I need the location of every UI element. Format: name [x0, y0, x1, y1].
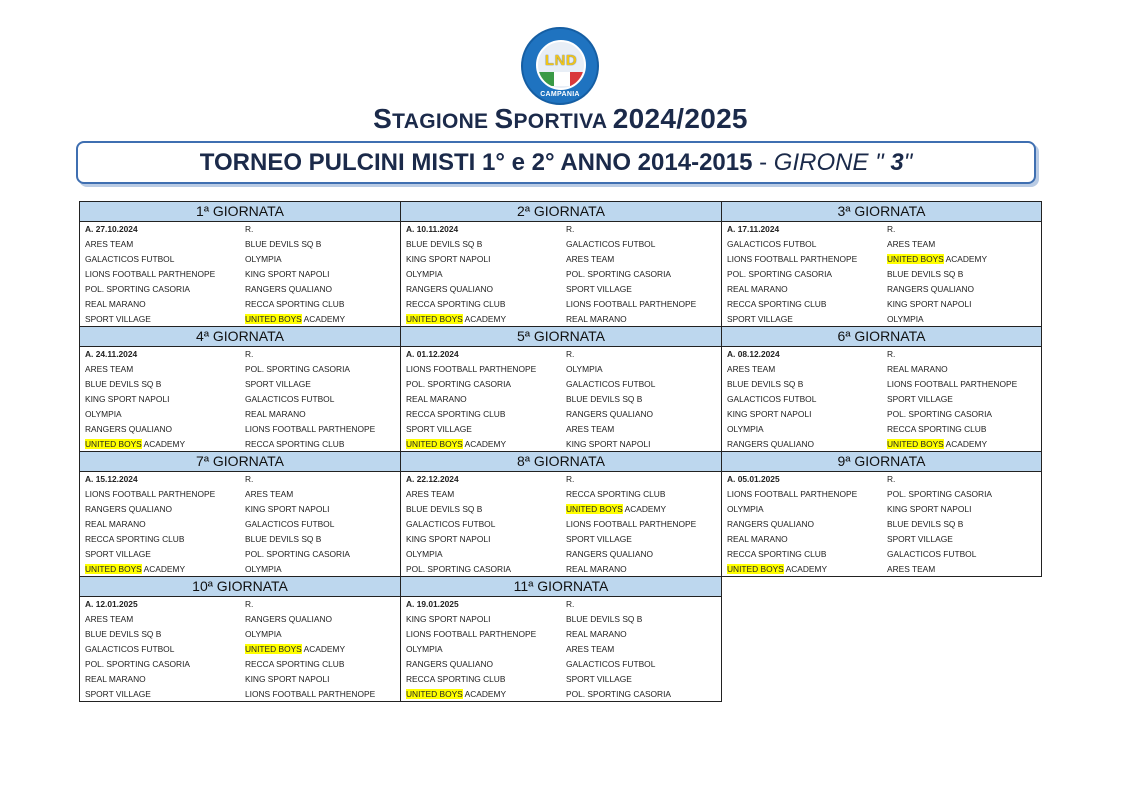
away-team: ARES TEAM [245, 489, 294, 499]
date-row [401, 222, 721, 237]
away-team: SPORT VILLAGE [566, 674, 632, 684]
home-team: ARES TEAM [727, 364, 776, 374]
home-team: BLUE DEVILS SQ B [406, 239, 483, 249]
date-row [722, 472, 1041, 487]
team-name-rest: ACADEMY [301, 314, 346, 324]
away-team: ARES TEAM [887, 239, 936, 249]
match-row [722, 237, 1041, 252]
away-team: BLUE DEVILS SQ B [566, 614, 643, 624]
match-row [401, 267, 721, 282]
andata-date: A. 27.10.2024 [85, 224, 138, 234]
match-row [401, 312, 721, 327]
andata-date: A. 12.01.2025 [85, 599, 138, 609]
andata-date: A. 10.11.2024 [406, 224, 459, 234]
match-row [80, 377, 400, 392]
home-team: POL. SPORTING CASORIA [727, 269, 833, 279]
girone-label: GIRONE " [773, 149, 884, 176]
home-team: RECCA SPORTING CLUB [406, 674, 506, 684]
ritorno-label: R. [566, 599, 575, 609]
match-row [80, 422, 400, 437]
team-highlight: UNITED BOYS [727, 564, 784, 574]
season-title [0, 103, 1121, 135]
away-team: POL. SPORTING CASORIA [566, 689, 672, 699]
logo-flag-white [554, 72, 570, 86]
ritorno-label: R. [566, 224, 575, 234]
andata-date: A. 19.01.2025 [406, 599, 459, 609]
giornata-block [79, 576, 401, 702]
home-team: GALACTICOS FUTBOL [727, 239, 817, 249]
match-row [722, 517, 1041, 532]
home-team: POL. SPORTING CASORIA [85, 284, 191, 294]
team-name-highlighted [80, 562, 245, 577]
team-name-rest: ACADEMY [301, 644, 346, 654]
team-highlight: UNITED BOYS [85, 564, 142, 574]
match-row [80, 267, 400, 282]
giornata-block [721, 326, 1042, 452]
girone-close-quote: " [903, 149, 913, 176]
logo-emblem [536, 40, 586, 90]
away-team: OLYMPIA [245, 564, 282, 574]
match-row [80, 312, 400, 327]
match-row [80, 237, 400, 252]
home-team: OLYMPIA [727, 424, 764, 434]
date-row [401, 597, 721, 612]
team-highlight: UNITED BOYS [245, 644, 302, 654]
home-team: RANGERS QUALIANO [406, 659, 494, 669]
match-row [80, 392, 400, 407]
match-row [401, 502, 721, 517]
home-team: RECCA SPORTING CLUB [406, 299, 506, 309]
logo-flag-red [570, 72, 586, 86]
team-name-rest: ACADEMY [622, 504, 667, 514]
match-row [80, 672, 400, 687]
home-team: OLYMPIA [85, 409, 122, 419]
team-highlight: UNITED BOYS [406, 689, 463, 699]
title-separator: - [752, 149, 774, 176]
away-team: SPORT VILLAGE [245, 379, 311, 389]
team-name-rest: ACADEMY [943, 254, 988, 264]
away-team: LIONS FOOTBALL PARTHENOPE [245, 689, 376, 699]
giornata-title: 9ª GIORNATA [722, 452, 1041, 472]
home-team: BLUE DEVILS SQ B [727, 379, 804, 389]
away-team: OLYMPIA [887, 314, 924, 324]
home-team: REAL MARANO [727, 534, 788, 544]
season-years: 2024/2025 [612, 103, 748, 134]
giornata-title: 1ª GIORNATA [80, 202, 400, 222]
match-row [80, 487, 400, 502]
team-name-highlighted [80, 437, 245, 452]
team-name-highlighted [887, 252, 1041, 267]
home-team: RANGERS QUALIANO [85, 424, 173, 434]
team-name-rest: ACADEMY [141, 439, 186, 449]
team-name-highlighted [401, 437, 566, 452]
match-row [722, 267, 1041, 282]
match-row [401, 487, 721, 502]
team-highlight: UNITED BOYS [887, 254, 944, 264]
home-team: LIONS FOOTBALL PARTHENOPE [85, 489, 216, 499]
team-name-rest: ACADEMY [462, 314, 507, 324]
season-initial-1: S [373, 103, 393, 134]
team-name-highlighted [245, 312, 400, 327]
away-team: BLUE DEVILS SQ B [245, 239, 322, 249]
logo-text: LND [544, 52, 578, 69]
logo-region: CAMPANIA [540, 91, 580, 98]
home-team: SPORT VILLAGE [85, 314, 151, 324]
giornata-title: 7ª GIORNATA [80, 452, 400, 472]
match-row [401, 377, 721, 392]
team-highlight: UNITED BOYS [85, 439, 142, 449]
away-team: SPORT VILLAGE [887, 534, 953, 544]
home-team: LIONS FOOTBALL PARTHENOPE [727, 489, 858, 499]
home-team: ARES TEAM [85, 364, 134, 374]
match-row [722, 392, 1041, 407]
home-team: RANGERS QUALIANO [406, 284, 494, 294]
date-row [722, 347, 1041, 362]
away-team: POL. SPORTING CASORIA [245, 549, 351, 559]
home-team: GALACTICOS FUTBOL [727, 394, 817, 404]
away-team: SPORT VILLAGE [566, 284, 632, 294]
ritorno-label: R. [245, 224, 254, 234]
match-row [80, 362, 400, 377]
home-team: POL. SPORTING CASORIA [85, 659, 191, 669]
home-team: BLUE DEVILS SQ B [85, 629, 162, 639]
ritorno-label: R. [245, 474, 254, 484]
home-team: LIONS FOOTBALL PARTHENOPE [406, 364, 537, 374]
andata-date: A. 08.12.2024 [727, 349, 780, 359]
home-team: GALACTICOS FUTBOL [85, 254, 175, 264]
date-row [80, 472, 400, 487]
home-team: REAL MARANO [85, 299, 146, 309]
away-team: RANGERS QUALIANO [245, 614, 333, 624]
home-team: SPORT VILLAGE [727, 314, 793, 324]
date-row [80, 347, 400, 362]
home-team: REAL MARANO [406, 394, 467, 404]
home-team: RECCA SPORTING CLUB [85, 534, 185, 544]
andata-date: A. 15.12.2024 [85, 474, 138, 484]
ritorno-label: R. [566, 349, 575, 359]
away-team: KING SPORT NAPOLI [887, 504, 972, 514]
away-team: REAL MARANO [566, 629, 627, 639]
season-word-2: PORTIVA [513, 110, 613, 133]
home-team: REAL MARANO [85, 519, 146, 529]
home-team: POL. SPORTING CASORIA [406, 564, 512, 574]
match-row [80, 297, 400, 312]
lnd-logo [521, 27, 599, 105]
match-row [401, 362, 721, 377]
match-row [401, 407, 721, 422]
match-row [401, 237, 721, 252]
home-team: SPORT VILLAGE [85, 549, 151, 559]
away-team: ARES TEAM [566, 644, 615, 654]
match-row [401, 612, 721, 627]
ritorno-label: R. [887, 224, 896, 234]
home-team: RANGERS QUALIANO [727, 439, 815, 449]
match-row [401, 252, 721, 267]
away-team: GALACTICOS FUTBOL [566, 239, 656, 249]
home-team: BLUE DEVILS SQ B [85, 379, 162, 389]
home-team: REAL MARANO [727, 284, 788, 294]
away-team: ARES TEAM [566, 424, 615, 434]
giornata-block [79, 326, 401, 452]
away-team: RECCA SPORTING CLUB [245, 299, 345, 309]
match-row [722, 282, 1041, 297]
home-team: SPORT VILLAGE [85, 689, 151, 699]
date-row [80, 222, 400, 237]
home-team: POL. SPORTING CASORIA [406, 379, 512, 389]
date-row [80, 597, 400, 612]
away-team: RECCA SPORTING CLUB [245, 439, 345, 449]
away-team: POL. SPORTING CASORIA [887, 489, 993, 499]
match-row [722, 487, 1041, 502]
giornata-title: 6ª GIORNATA [722, 327, 1041, 347]
home-team: RECCA SPORTING CLUB [727, 299, 827, 309]
match-row [722, 377, 1041, 392]
match-row [401, 422, 721, 437]
away-team: POL. SPORTING CASORIA [245, 364, 351, 374]
match-row [80, 687, 400, 702]
away-team: BLUE DEVILS SQ B [245, 534, 322, 544]
match-row [722, 422, 1041, 437]
match-row [80, 252, 400, 267]
andata-date: A. 24.11.2024 [85, 349, 138, 359]
home-team: GALACTICOS FUTBOL [406, 519, 496, 529]
team-name-highlighted [245, 642, 400, 657]
girone-number: 3 [883, 149, 904, 176]
away-team: KING SPORT NAPOLI [245, 504, 330, 514]
away-team: REAL MARANO [887, 364, 948, 374]
match-row [80, 532, 400, 547]
away-team: LIONS FOOTBALL PARTHENOPE [245, 424, 376, 434]
match-row [80, 547, 400, 562]
away-team: GALACTICOS FUTBOL [566, 659, 656, 669]
team-name-rest: ACADEMY [462, 689, 507, 699]
away-team: POL. SPORTING CASORIA [887, 409, 993, 419]
away-team: LIONS FOOTBALL PARTHENOPE [887, 379, 1018, 389]
team-highlight: UNITED BOYS [406, 439, 463, 449]
home-team: RECCA SPORTING CLUB [406, 409, 506, 419]
match-row [80, 642, 400, 657]
andata-date: A. 05.01.2025 [727, 474, 780, 484]
match-row [401, 627, 721, 642]
date-row [401, 347, 721, 362]
team-name-highlighted [401, 687, 566, 702]
match-row [722, 252, 1041, 267]
away-team: REAL MARANO [566, 314, 627, 324]
match-row [80, 612, 400, 627]
ritorno-label: R. [887, 349, 896, 359]
away-team: ARES TEAM [566, 254, 615, 264]
home-team: KING SPORT NAPOLI [85, 394, 170, 404]
home-team: SPORT VILLAGE [406, 424, 472, 434]
match-row [80, 282, 400, 297]
andata-date: A. 22.12.2024 [406, 474, 459, 484]
team-highlight: UNITED BOYS [887, 439, 944, 449]
match-row [80, 502, 400, 517]
season-word-1: TAGIONE [392, 110, 495, 133]
away-team: GALACTICOS FUTBOL [245, 519, 335, 529]
home-team: GALACTICOS FUTBOL [85, 644, 175, 654]
match-row [80, 562, 400, 577]
home-team: OLYMPIA [406, 549, 443, 559]
match-row [80, 517, 400, 532]
away-team: RECCA SPORTING CLUB [245, 659, 345, 669]
away-team: RANGERS QUALIANO [887, 284, 975, 294]
away-team: BLUE DEVILS SQ B [887, 269, 964, 279]
home-team: KING SPORT NAPOLI [406, 534, 491, 544]
match-row [80, 437, 400, 452]
home-team: RANGERS QUALIANO [727, 519, 815, 529]
away-team: OLYMPIA [566, 364, 603, 374]
team-highlight: UNITED BOYS [245, 314, 302, 324]
home-team: ARES TEAM [85, 239, 134, 249]
team-highlight: UNITED BOYS [406, 314, 463, 324]
away-team: RECCA SPORTING CLUB [887, 424, 987, 434]
home-team: LIONS FOOTBALL PARTHENOPE [85, 269, 216, 279]
giornata-title: 10ª GIORNATA [80, 577, 400, 597]
ritorno-label: R. [245, 349, 254, 359]
tournament-name: TORNEO PULCINI MISTI 1° e 2° ANNO 2014-2015 [199, 149, 753, 176]
away-team: RANGERS QUALIANO [566, 409, 654, 419]
match-row [401, 642, 721, 657]
match-row [722, 532, 1041, 547]
team-name-rest: ACADEMY [141, 564, 186, 574]
away-team: RANGERS QUALIANO [245, 284, 333, 294]
home-team: OLYMPIA [406, 269, 443, 279]
match-row [401, 517, 721, 532]
giornata-title: 11ª GIORNATA [401, 577, 721, 597]
match-row [80, 407, 400, 422]
match-row [401, 657, 721, 672]
team-name-highlighted [401, 312, 566, 327]
away-team: KING SPORT NAPOLI [566, 439, 651, 449]
giornata-block [79, 201, 401, 327]
team-name-highlighted [887, 437, 1041, 452]
giornata-block [400, 576, 722, 702]
away-team: REAL MARANO [245, 409, 306, 419]
giornata-block [400, 326, 722, 452]
giornata-title: 2ª GIORNATA [401, 202, 721, 222]
giornata-title: 3ª GIORNATA [722, 202, 1041, 222]
home-team: KING SPORT NAPOLI [406, 614, 491, 624]
away-team: KING SPORT NAPOLI [245, 269, 330, 279]
away-team: LIONS FOOTBALL PARTHENOPE [566, 299, 697, 309]
giornata-block [79, 451, 401, 577]
match-row [401, 297, 721, 312]
away-team: BLUE DEVILS SQ B [887, 519, 964, 529]
date-row [722, 222, 1041, 237]
home-team: OLYMPIA [727, 504, 764, 514]
away-team: ARES TEAM [887, 564, 936, 574]
team-name-rest: ACADEMY [783, 564, 828, 574]
away-team: RANGERS QUALIANO [566, 549, 654, 559]
ritorno-label: R. [887, 474, 896, 484]
away-team: LIONS FOOTBALL PARTHENOPE [566, 519, 697, 529]
match-row [722, 437, 1041, 452]
away-team: GALACTICOS FUTBOL [245, 394, 335, 404]
match-row [401, 562, 721, 577]
away-team: POL. SPORTING CASORIA [566, 269, 672, 279]
match-row [401, 437, 721, 452]
home-team: KING SPORT NAPOLI [727, 409, 812, 419]
home-team: RECCA SPORTING CLUB [727, 549, 827, 559]
home-team: BLUE DEVILS SQ B [406, 504, 483, 514]
home-team: ARES TEAM [406, 489, 455, 499]
schedule-grid [79, 201, 1041, 701]
away-team: GALACTICOS FUTBOL [887, 549, 977, 559]
home-team: OLYMPIA [406, 644, 443, 654]
logo-flag-green [538, 72, 554, 86]
team-name-highlighted [722, 562, 887, 577]
match-row [722, 407, 1041, 422]
away-team: OLYMPIA [245, 629, 282, 639]
team-name-rest: ACADEMY [462, 439, 507, 449]
home-team: REAL MARANO [85, 674, 146, 684]
match-row [722, 502, 1041, 517]
andata-date: A. 17.11.2024 [727, 224, 780, 234]
match-row [80, 627, 400, 642]
date-row [401, 472, 721, 487]
home-team: ARES TEAM [85, 614, 134, 624]
match-row [722, 562, 1041, 577]
away-team: REAL MARANO [566, 564, 627, 574]
match-row [401, 282, 721, 297]
home-team: LIONS FOOTBALL PARTHENOPE [727, 254, 858, 264]
away-team: KING SPORT NAPOLI [887, 299, 972, 309]
giornata-block [721, 451, 1042, 577]
team-name-rest: ACADEMY [943, 439, 988, 449]
match-row [401, 547, 721, 562]
match-row [401, 392, 721, 407]
match-row [401, 687, 721, 702]
away-team: OLYMPIA [245, 254, 282, 264]
giornata-title: 8ª GIORNATA [401, 452, 721, 472]
giornata-block [721, 201, 1042, 327]
match-row [722, 297, 1041, 312]
ritorno-label: R. [566, 474, 575, 484]
match-row [722, 312, 1041, 327]
ritorno-label: R. [245, 599, 254, 609]
giornata-block [400, 201, 722, 327]
andata-date: A. 01.12.2024 [406, 349, 459, 359]
team-name-highlighted [566, 502, 721, 517]
season-initial-2: S [494, 103, 514, 134]
away-team: SPORT VILLAGE [887, 394, 953, 404]
match-row [722, 547, 1041, 562]
away-team: BLUE DEVILS SQ B [566, 394, 643, 404]
away-team: GALACTICOS FUTBOL [566, 379, 656, 389]
match-row [80, 657, 400, 672]
match-row [401, 532, 721, 547]
away-team: SPORT VILLAGE [566, 534, 632, 544]
giornata-title: 4ª GIORNATA [80, 327, 400, 347]
home-team: RANGERS QUALIANO [85, 504, 173, 514]
home-team: KING SPORT NAPOLI [406, 254, 491, 264]
giornata-block [400, 451, 722, 577]
team-highlight: UNITED BOYS [566, 504, 623, 514]
match-row [722, 362, 1041, 377]
away-team: RECCA SPORTING CLUB [566, 489, 666, 499]
match-row [401, 672, 721, 687]
away-team: KING SPORT NAPOLI [245, 674, 330, 684]
giornata-title: 5ª GIORNATA [401, 327, 721, 347]
tournament-title [76, 141, 1036, 184]
home-team: LIONS FOOTBALL PARTHENOPE [406, 629, 537, 639]
